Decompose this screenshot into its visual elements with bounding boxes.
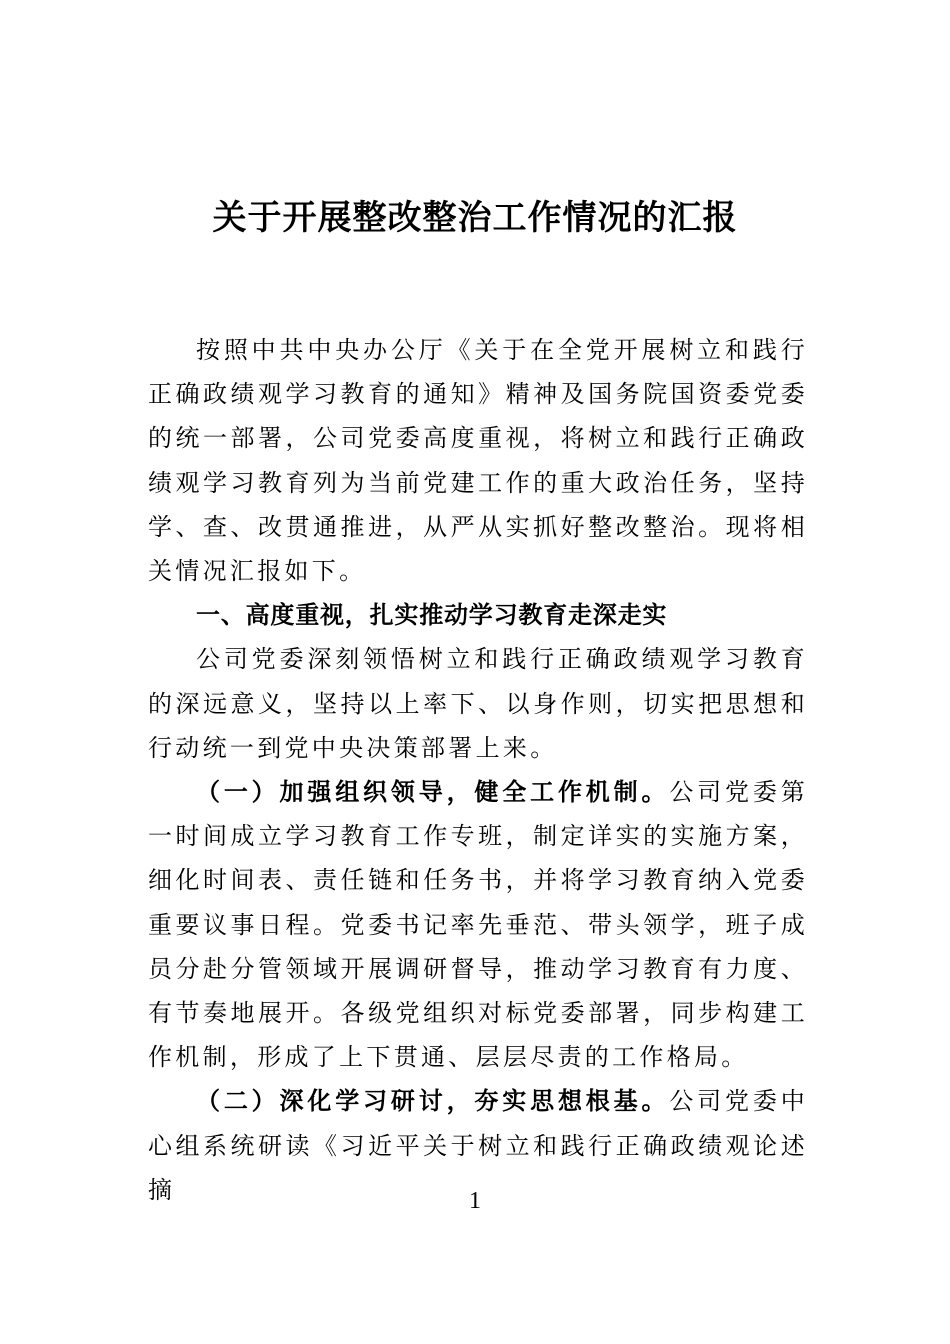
section-heading: 一、高度重视，扎实推动学习教育走深走实 <box>196 601 668 630</box>
document-title: 关于开展整改整治工作情况的汇报 <box>212 198 738 238</box>
page-number: 1 <box>469 1188 481 1214</box>
subsection-heading-2: （二）深化学习研讨，夯实思想根基。 <box>196 1086 670 1116</box>
section-intro-paragraph: 公司党委深刻领悟树立和践行正确政绩观学习教育的深远意义，坚持以上率下、以身作则，切实把思想和行动统一到党中央决策部署上来。 <box>148 645 808 762</box>
subsection-paragraph-1 <box>148 770 808 1079</box>
subsection-text-1: 公司党委第一时间成立学习教育工作专班，制定详实的实施方案，细化时间表、责任链和任务书，并将学习教育纳入党委重要议事日程。党委书记率先垂范、带头领学，班子成员分赴分管领域开展调研督导，推动学习教育有力度、有节奏地展开。各级党组织对标党委部署，同步构建工作机制，形成了上下贯通、层层尽责的工作格局。 <box>148 778 808 1072</box>
subsection-text-2: 公司党委中心组系统研读《习近平关于树立和践行正确政绩观论述摘 <box>148 1087 808 1204</box>
intro-paragraph: 按照中共中央办公厅《关于在全党开展树立和践行正确政绩观学习教育的通知》精神及国务院国资委党委的统一部署，公司党委高度重视，将树立和践行正确政绩观学习教育列为当前党建工作的重大政治任务，坚持学、查、改贯通推进，从严从实抓好整改整治。现将相关情况汇报如下。 <box>148 336 808 586</box>
subsection-heading-1: （一）加强组织领导，健全工作机制。 <box>196 777 670 807</box>
document-body <box>148 328 808 1212</box>
